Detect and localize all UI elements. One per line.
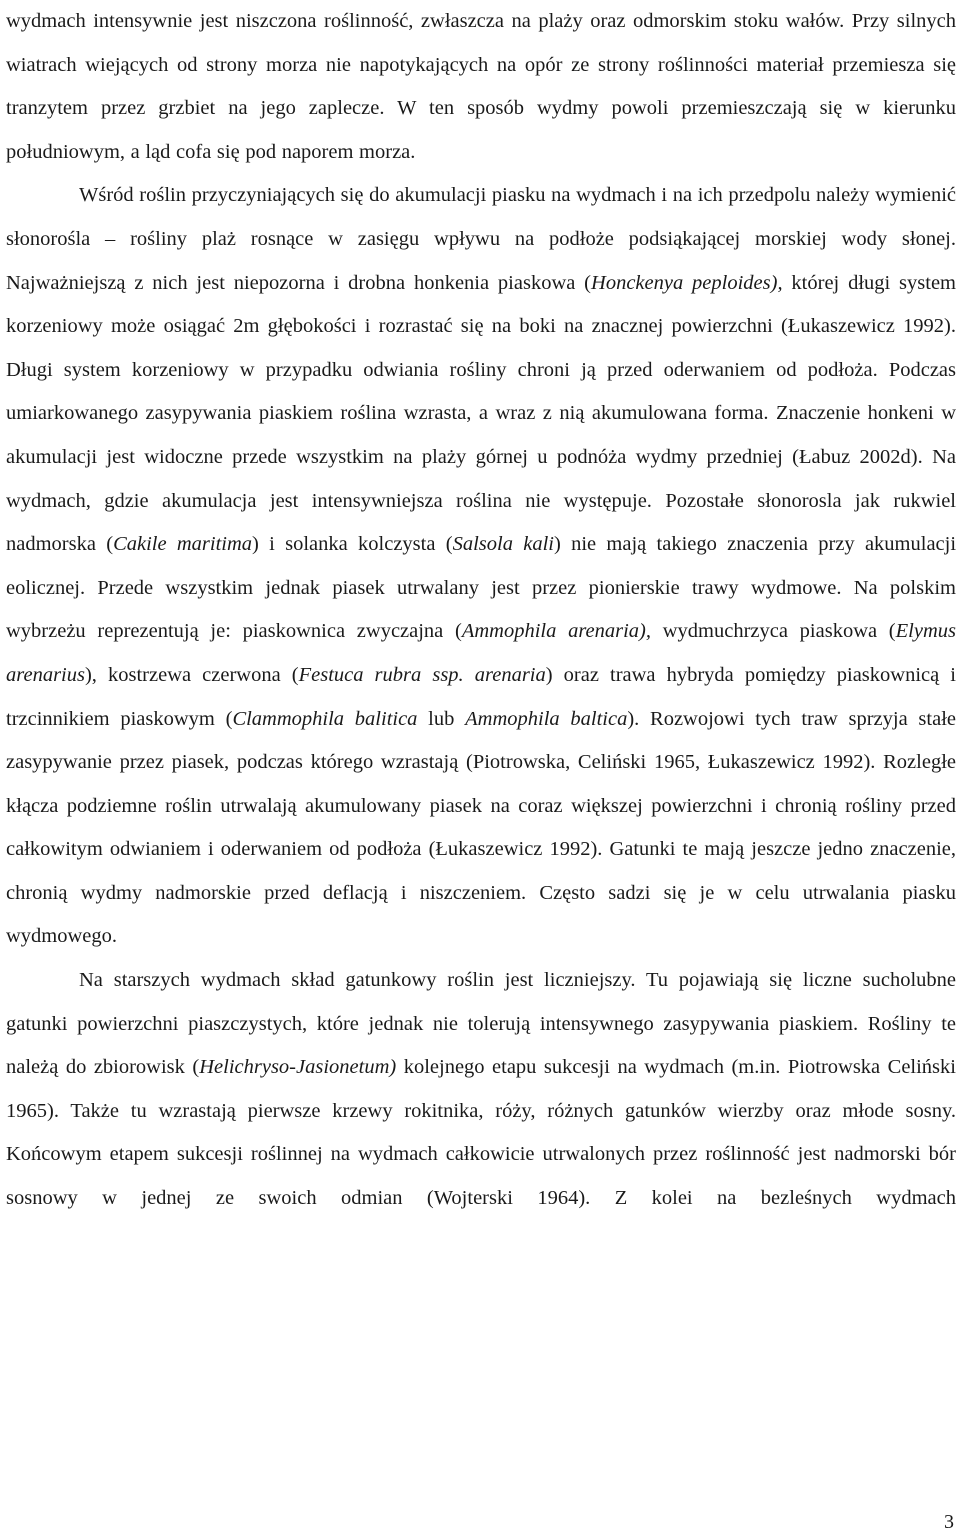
italic-text: Elymus arenarius	[6, 620, 956, 686]
text-segment: wydmuchrzyca piaskowa (	[651, 620, 896, 643]
text-segment: ). Rozwojowi tych traw sprzyja stałe zasypywanie przez piasek, podczas którego wzrastają (Piotrowska, Celiński 1965, Łukaszewicz 1992). Rozległe kłącza podziemne roślin utrwalają akumulowany piasek na coraz większej powierzchni i chronią rośliny przed całkowitym odwianiem i oderwaniem od podłoża (Łukaszewicz 1992). Gatunki te mają jeszcze jedno znaczenie, chronią wydmy nadmorskie przed deflacją i niszczeniem. Często sadzi się je w celu utrwalania piasku wydmowego.	[6, 707, 956, 948]
text-segment: lub	[417, 707, 466, 730]
italic-text: Cakile maritima	[113, 533, 253, 556]
paragraph	[6, 959, 956, 1221]
text-segment: której długi system korzeniowy może osiągać 2m głębokości i rozrastać się na boki na znacznej powierzchni (Łukaszewicz 1992). Długi system korzeniowy w przypadku odwiania rośliny chroni ją przed oderwaniem od podłoża. Podczas umiarkowanego zasypywania piaskiem roślina wzrasta, a wraz z nią akumulowana forma. Znaczenie honkeni w akumulacji jest widoczne przede wszystkim na plaży górnej u podnóża wydmy przedniej (Łabuz 2002d). Na wydmach, gdzie akumulacja jest intensywniejsza roślina nie występuje. Pozostałe słonorosla jak rukwiel nadmorska (	[6, 271, 956, 556]
text-segment: kolejnego etapu sukcesji na wydmach (m.in. Piotrowska Celiński 1965). Także tu wzrastają pierwsze krzewy rokitnika, róży, różnych gatunków wierzby oraz młode sosny. Końcowym etapem sukcesji roślinnej na wydmach całkowicie utrwalonych przez roślinność jest nadmorski bór sosnowy w jednej ze swoich odmian (Wojterski 1964). Z kolei na bezleśnych wydmach	[6, 1056, 956, 1210]
italic-text: Ammophila baltica	[465, 707, 628, 730]
italic-text: Ammophila arenaria),	[461, 620, 652, 643]
page-number: 3	[944, 1511, 954, 1533]
text-segment: ), kostrzewa czerwona (	[84, 663, 299, 686]
italic-text: Festuca rubra ssp.	[298, 663, 464, 686]
text-segment: ) oraz trawa hybryda pomiędzy piaskownicą i trzcinnikiem piaskowym (	[6, 663, 956, 730]
text-segment: Wśród roślin przyczyniających się do akumulacji piasku na wydmach i na ich przedpolu należy wymienić słonorośla – rośliny plaż rosnące w zasięgu wpływu na podłoże podsiąkającej morskiej wody słonej. Najważniejszą z nich jest niepozorna i drobna honkenia piaskowa (	[6, 184, 956, 294]
text-segment	[464, 664, 475, 686]
text-segment: ) i solanka kolczysta (	[252, 533, 453, 556]
italic-text: Clammophila balitica	[232, 707, 418, 730]
italic-text: Honckenya peploides),	[591, 271, 783, 294]
italic-text: Helichryso-Jasionetum)	[199, 1056, 397, 1079]
italic-text: Salsola kali	[452, 533, 554, 556]
body-text	[6, 0, 956, 1221]
paragraph	[6, 174, 956, 959]
italic-text: arenaria	[474, 663, 546, 686]
text-segment: wydmach intensywnie jest niszczona roślinność, zwłaszcza na plaży oraz odmorskim stoku wałów. Przy silnych wiatrach wiejących od strony morza nie napotykających na opór ze strony roślinności materiał przemiesza się tranzytem przez grzbiet na jego zaplecze. W ten sposób wydmy powoli przemieszczają się w kierunku południowym, a ląd cofa się pod naporem morza.	[6, 10, 956, 163]
text-segment: Na starszych wydmach skład gatunkowy roślin jest liczniejszy. Tu pojawiają się liczne sucholubne gatunki powierzchni piaszczystych, które jednak nie tolerują intensywnego zasypywania piaskiem. Rośliny te należą do zbiorowisk (	[6, 969, 956, 1079]
text-segment: ) nie mają takiego znaczenia przy akumulacji eolicznej. Przede wszystkim jednak piasek utrwalany jest przez pionierskie trawy wydmowe. Na polskim wybrzeżu reprezentują je: piaskownica zwyczajna (	[6, 533, 957, 643]
paragraph	[6, 0, 956, 174]
